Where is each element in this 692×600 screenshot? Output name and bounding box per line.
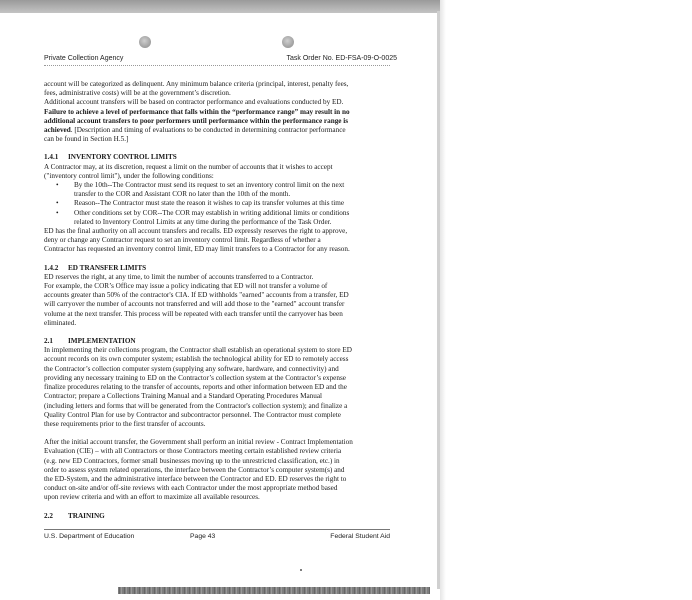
footer-left-text: U.S. Department of Education — [44, 533, 135, 540]
sec141-intro-2: ("inventory control limit"), under the following conditions: — [44, 171, 214, 180]
sec142-line-5: volume at the next transfer. This process will be repeated with each transfer until the carryover has been — [44, 309, 343, 318]
bullet-icon: • — [56, 199, 59, 208]
sec142-line-1: ED reserves the right, at any time, to limit the number of accounts transferred to a Contractor. — [44, 272, 314, 281]
sec21-p2-line: After the initial account transfer, the Government shall perform an initial review - Contract Implementation — [44, 438, 353, 447]
sec21-p2-line: order to assess system related operations, the interface between the Contractor’s computer system(s) and — [44, 465, 345, 474]
section-title: ED TRANSFER LIMITS — [68, 263, 147, 272]
para-1-bold-3: achieved — [44, 126, 71, 135]
bullet-icon: • — [56, 208, 59, 217]
sec21-p1-line: (including letters and forms that will be generated from the Contractor's collection system); and finalize a — [44, 401, 348, 410]
bullet-line: Other conditions set by COR--The COR may establish in writing additional limits or conditions — [74, 208, 350, 217]
scan-speck — [300, 569, 302, 571]
section-title: INVENTORY CONTROL LIMITS — [68, 153, 177, 162]
para-1-line-mixed — [44, 126, 390, 135]
bullet-line: By the 10th--The Contractor must send its request to set an inventory control limit on the next — [74, 181, 345, 190]
header-right-text: Task Order No. ED-FSA-09-O-0025 — [286, 55, 397, 62]
footer-page-number: Page 43 — [190, 533, 216, 540]
bullet-line: related to Inventory Control Limits at any time during the performance of the Task Order. — [74, 217, 332, 226]
section-number: 2.1 — [44, 337, 53, 346]
header-rule — [44, 65, 390, 66]
sec21-p1-line: Quality Control Plan for use by Contractor and subcontractor personnel. The Contractor must complete — [44, 410, 341, 419]
scan-top-band — [0, 0, 440, 13]
punch-hole-right — [282, 36, 294, 48]
list-item — [56, 181, 390, 199]
section-1-4-1-heading — [44, 153, 390, 162]
scan-bottom-band — [118, 587, 430, 594]
section-number: 1.4.1 — [44, 153, 59, 162]
sec21-p1-line: these requirements prior to the first transfer of accounts. — [44, 419, 206, 428]
sec141-intro-1: A Contractor may, at its discretion, request a limit on the number of accounts that it wishes to accept — [44, 162, 333, 171]
sec21-p1-line: Contractor; prepare a Collections Training Manual and a Standard Operating Procedures Manual — [44, 392, 323, 401]
document-body — [44, 80, 390, 521]
para-1-bold-2: additional account transfers to poor performers until performance within the performance range is — [44, 116, 349, 125]
para-1-line-5: can be found in Section H.5.] — [44, 135, 129, 144]
sec21-p1-line: finalize procedures relating to the transfer of accounts, reports and other information between ED and the — [44, 383, 347, 392]
sec21-p1-line: In implementing their collections program, the Contractor shall establish an operational system to store ED — [44, 346, 352, 355]
sec142-line-4: will carryover the number of accounts not transferred and will add those to the "earned" account transfer — [44, 300, 345, 309]
sec141-outro-2: deny or change any Contractor request to set an inventory control limit. Regardless of whether a — [44, 236, 321, 245]
sec142-line-3: accounts greater than 50% of the contractor's CIA. If ED withholds "earned" accounts from a transfer, ED — [44, 291, 349, 300]
sec141-outro-1: ED has the final authority on all account transfers and recalls. ED expressly reserves the right to approve, — [44, 227, 348, 236]
section-title: IMPLEMENTATION — [68, 337, 136, 346]
sec21-p2-line: Evaluation (CIE) – with all Contractors or those Contractors meeting certain established review criteria — [44, 447, 342, 456]
sec21-p2-line: upon review criteria and with an effort to maximize all available resources. — [44, 493, 260, 502]
para-1-bold-1: Failure to achieve a level of performance that falls within the “performance range” may result in no — [44, 107, 350, 116]
sec21-p2-line: (e.g. new ED Contractors, former small businesses moving up to the unrestricted classification, etc.) in — [44, 456, 340, 465]
para-1-line-2: fees, administrative costs) will be at the government’s discretion. — [44, 89, 231, 98]
sec142-line-2: For example, the COR’s Office may issue a policy indicating that ED will not transfer a volume of — [44, 282, 328, 291]
bullet-line: transfer to the COR and Assistant COR no later than the 10th of the month. — [74, 190, 291, 199]
bullet-line: Reason--The Contractor must state the reason it wishes to cap its transfer volumes at this time — [74, 199, 345, 208]
sec142-line-6: eliminated. — [44, 318, 77, 327]
sec141-outro-3: Contractor has requested an inventory control limit, ED may limit transfers to a Contractor for any reason. — [44, 245, 350, 254]
section-number: 2.2 — [44, 511, 53, 520]
sec21-p1-line: the Contractor’s collection computer system (supplying any software, hardware, and connectivity) and — [44, 364, 339, 373]
para-1-line-3: Additional account transfers will be based on contractor performance and evaluations conducted by ED. — [44, 98, 344, 107]
section-2-1-heading — [44, 337, 390, 346]
footer-right-text: Federal Student Aid — [330, 533, 390, 540]
sec21-p1-line: providing any necessary training to ED on the Contractor’s collection system at the Contractor’s expense — [44, 373, 346, 382]
sec141-bullet-list — [44, 181, 390, 227]
list-item — [56, 208, 390, 227]
section-2-2-heading — [44, 512, 390, 521]
scan-page-edge — [437, 11, 440, 589]
section-title: TRAINING — [68, 511, 105, 520]
header-left-text: Private Collection Agency — [44, 55, 124, 62]
footer-rule — [44, 529, 390, 530]
section-1-4-2-heading — [44, 264, 390, 273]
para-1-line-1: account will be categorized as delinquent. Any minimum balance criteria (principal, interest, penalty fees, — [44, 80, 349, 88]
list-item — [56, 199, 390, 208]
para-1-rest-3: . [Description and timing of evaluations to be conducted in determining contractor performance — [70, 126, 346, 135]
scan-right-shadow — [440, 0, 446, 600]
sec21-p2-line: conduct on-site and/or off-site reviews with each Contractor under the most appropriate method based — [44, 484, 338, 493]
section-number: 1.4.2 — [44, 263, 59, 272]
bullet-icon: • — [56, 181, 59, 190]
punch-hole-left — [139, 36, 151, 48]
sec21-p2-line: the ED-System, and the administrative interface between the Contractor and ED. ED reserves the right to — [44, 474, 347, 483]
sec21-p1-line: account records on its own computer system; establish the technological ability for ED to remotely access — [44, 355, 349, 364]
